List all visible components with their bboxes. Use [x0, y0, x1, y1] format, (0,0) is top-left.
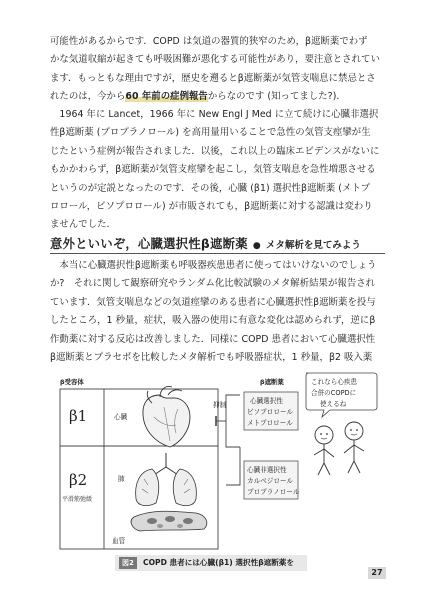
- text-line: 本当に心臓選択性β遮断薬も呼吸器疾患患者に使ってはいけないのでしょう: [50, 260, 377, 271]
- section-heading: [50, 233, 385, 253]
- text-line: ています．気管支喘息などの気道痙攣のある患者に心臓選択性β遮断薬を投与: [50, 296, 376, 308]
- text-fragment: れたのは，今から: [50, 91, 126, 103]
- text-line: もかかわらず，β遮断薬が気管支痙攣を起こし，気管支喘息を急性増悪させる: [50, 164, 376, 176]
- text-line: 性β遮断薬 (プロプラノロール) を高用量用いることで急性の気管支痙攣が生: [50, 127, 371, 139]
- text-line: 作動薬に対する反応は改善しました．同様に COPD 患者において心臓選択性: [50, 333, 376, 345]
- lung-label: 肺: [118, 475, 125, 483]
- section-subtitle: メタ解析を見てみよう: [265, 240, 361, 251]
- text-line: じたという症例が報告されました．以後，これ以上の臨床エビデンスがないに: [50, 145, 380, 157]
- smooth-muscle-label: 平滑筋弛緩: [62, 496, 93, 503]
- person-icon: [314, 426, 334, 475]
- text-line: β遮断薬とプラセボを比較したメタ解析でも呼吸器症状，1 秒量，β2 吸入薬: [50, 351, 373, 363]
- text-line: ませんでした．: [50, 219, 116, 231]
- paragraph-history: [50, 106, 385, 235]
- text-fragment: からなのです (知ってました?).: [207, 91, 340, 103]
- text-line: ます．もっともな理由ですが，歴史を遡るとβ遮断薬が気管支喘息に禁忌とさ: [50, 72, 376, 84]
- section-title: 意外といいぞ，心臓選択性β遮断薬: [50, 237, 248, 251]
- heart-label: 心臓: [114, 413, 128, 421]
- selective-drug: ビソプロロール: [247, 408, 294, 416]
- text-line: ロロール，ビソプロロール) が市販されても，β遮断薬に対する認識は変わり: [50, 200, 373, 212]
- figure-number: 図2: [119, 557, 137, 569]
- highlighted-phrase: 60 年前の症例報告: [125, 91, 208, 103]
- text-line: 可能性があるからです．COPD は気道の器質的狭窄のため，β遮断薬でわず: [50, 36, 368, 47]
- text-line: か? それに関して観察研究やランダム化比較試験のメタ解析結果が報告され: [50, 278, 376, 290]
- bullet-icon: ●: [252, 241, 261, 251]
- paragraph-intro: [50, 33, 385, 107]
- text-line-with-highlight: [50, 88, 385, 106]
- beta2-label: β2: [69, 471, 88, 489]
- section-rule: [50, 253, 385, 254]
- text-line: したところ，1 秒量，症状，吸入器の使用に有意な変化は認められず，逆にβ: [50, 315, 376, 327]
- nonselective-drug: プロプラノロール: [247, 488, 300, 496]
- vessel-label: 血管: [112, 537, 126, 545]
- figure-caption: [115, 555, 307, 571]
- page-number: 27: [368, 567, 386, 579]
- figure-beta-receptors: [56, 367, 378, 553]
- inhibit-label: 抑制: [213, 401, 227, 409]
- selective-drug: メトプロロール: [247, 419, 293, 427]
- speech-text: 合併のCOPDに: [311, 389, 357, 397]
- receptor-header: β受容体: [60, 378, 84, 386]
- nonselective-drug: カルベジロール: [247, 477, 294, 485]
- nonselective-title: 心臓非選択性: [247, 466, 287, 474]
- heart-icon: [143, 386, 190, 447]
- text-line: というのが定説となったのです．その後，心臓 (β1) 選択性β遮断薬 (メトプ: [50, 182, 371, 194]
- person-icon: [344, 422, 364, 473]
- nonselective-connector: [226, 447, 240, 485]
- speech-text: 使えるね: [320, 400, 347, 408]
- paragraph-meta-analysis: [50, 257, 385, 367]
- selective-title: 心臓選択性: [250, 397, 283, 405]
- text-line: かな気道収縮が起きても呼吸困難が悪化する可能性があり，要注意とされてい: [50, 54, 380, 66]
- inhibition-bracket: [226, 395, 240, 447]
- beta1-label: β1: [69, 407, 88, 425]
- lungs-icon: [136, 453, 197, 506]
- blocker-header: β遮断薬: [260, 378, 284, 386]
- text-line: 1964 年に Lancet，1966 年に New Engl J Med に立て続けに心臓非選択: [50, 109, 379, 120]
- speech-text: これなら心疾患: [311, 378, 358, 386]
- blood-vessel-icon: [131, 511, 207, 531]
- caption-text: COPD 患者には心臓(β1) 選択性β遮断薬を: [143, 558, 294, 567]
